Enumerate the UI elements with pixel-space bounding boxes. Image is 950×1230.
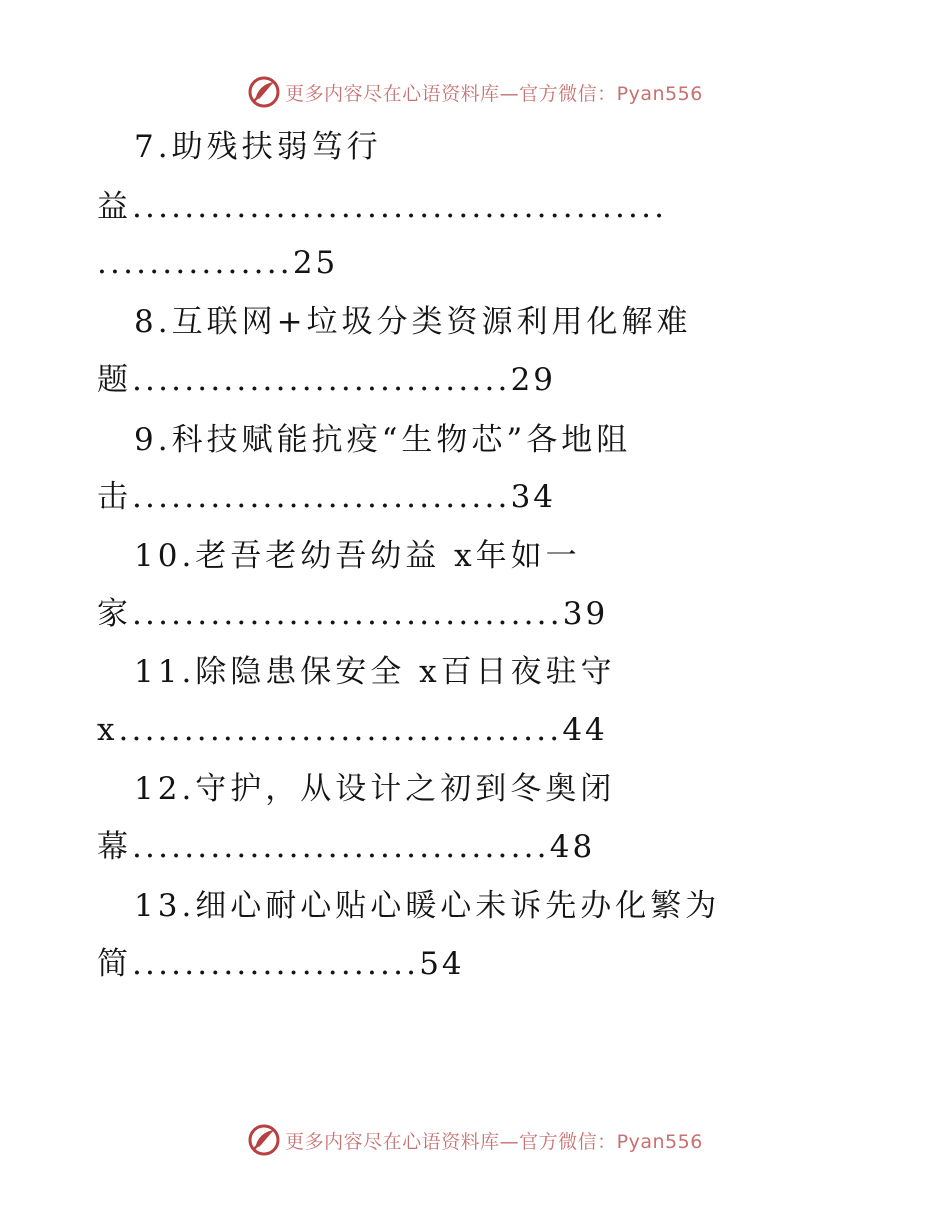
toc-entry-title: 13.细心耐心贴心暖心未诉先办化繁为: [134, 888, 721, 924]
toc-leader-dots: ...............: [97, 245, 293, 281]
toc-page-number: 34: [510, 479, 557, 515]
toc-entry-tail: 幕: [97, 829, 132, 865]
toc-leader-dots: .............................: [132, 362, 511, 398]
toc-entry-tail: 家: [97, 596, 132, 632]
toc-page-number: 44: [562, 712, 608, 748]
toc-entry-continuation: [97, 827, 595, 867]
toc-entry-tail: 题: [97, 362, 132, 398]
toc-entry-title: 8.互联网+垃圾分类资源利用化解难: [134, 304, 692, 340]
toc-page-number: 48: [549, 829, 596, 865]
toc-leader-dots: .............................: [132, 479, 511, 515]
toc-entry-title: 10.老吾老幼吾幼益 x年如一: [134, 538, 581, 574]
watermark-text: 更多内容尽在心语资料库—官方微信：Pyan556: [285, 82, 703, 105]
brand-logo-icon: [247, 1123, 281, 1157]
toc-entry-title: 11.除隐患保安全 x百日夜驻守: [134, 654, 616, 690]
toc-entry-continuation: [97, 594, 608, 634]
toc-page-number: 25: [292, 245, 339, 281]
toc-leader-dots: ......................: [132, 946, 420, 982]
toc-entry-title: 12.守护，从设计之初到冬奥闭: [134, 771, 616, 807]
toc-entry-title: 7.助残扶弱笃行: [134, 129, 382, 165]
footer-watermark: [0, 1120, 950, 1160]
toc-entry-tail: 简: [97, 946, 132, 982]
toc-entry-continuation: [97, 360, 556, 400]
toc-entry-title: 9.科技赋能抗疫“生物芯”各地阻: [134, 422, 632, 458]
toc-entry-tail: x: [97, 712, 119, 748]
toc-page-number: 39: [562, 596, 609, 632]
toc-leader-dots: .................................: [132, 596, 563, 632]
toc-entry-continuation: [97, 477, 556, 517]
toc-leader-dots: ..................................: [118, 712, 563, 748]
toc-entry-tail: 益: [97, 189, 132, 225]
toc-entry-continuation: [97, 710, 608, 750]
watermark-text: 更多内容尽在心语资料库—官方微信：Pyan556: [285, 1130, 703, 1153]
toc-page-number: 29: [510, 362, 557, 398]
toc-page-number: 54: [419, 946, 465, 982]
toc-leader-dots: .........................................: [132, 189, 668, 225]
toc-entry-tail: 击: [97, 479, 132, 515]
toc-entry-continuation: [97, 944, 465, 984]
toc-entry-continuation: [97, 243, 338, 283]
toc-entry-continuation: [97, 187, 667, 227]
toc-leader-dots: ................................: [132, 829, 550, 865]
